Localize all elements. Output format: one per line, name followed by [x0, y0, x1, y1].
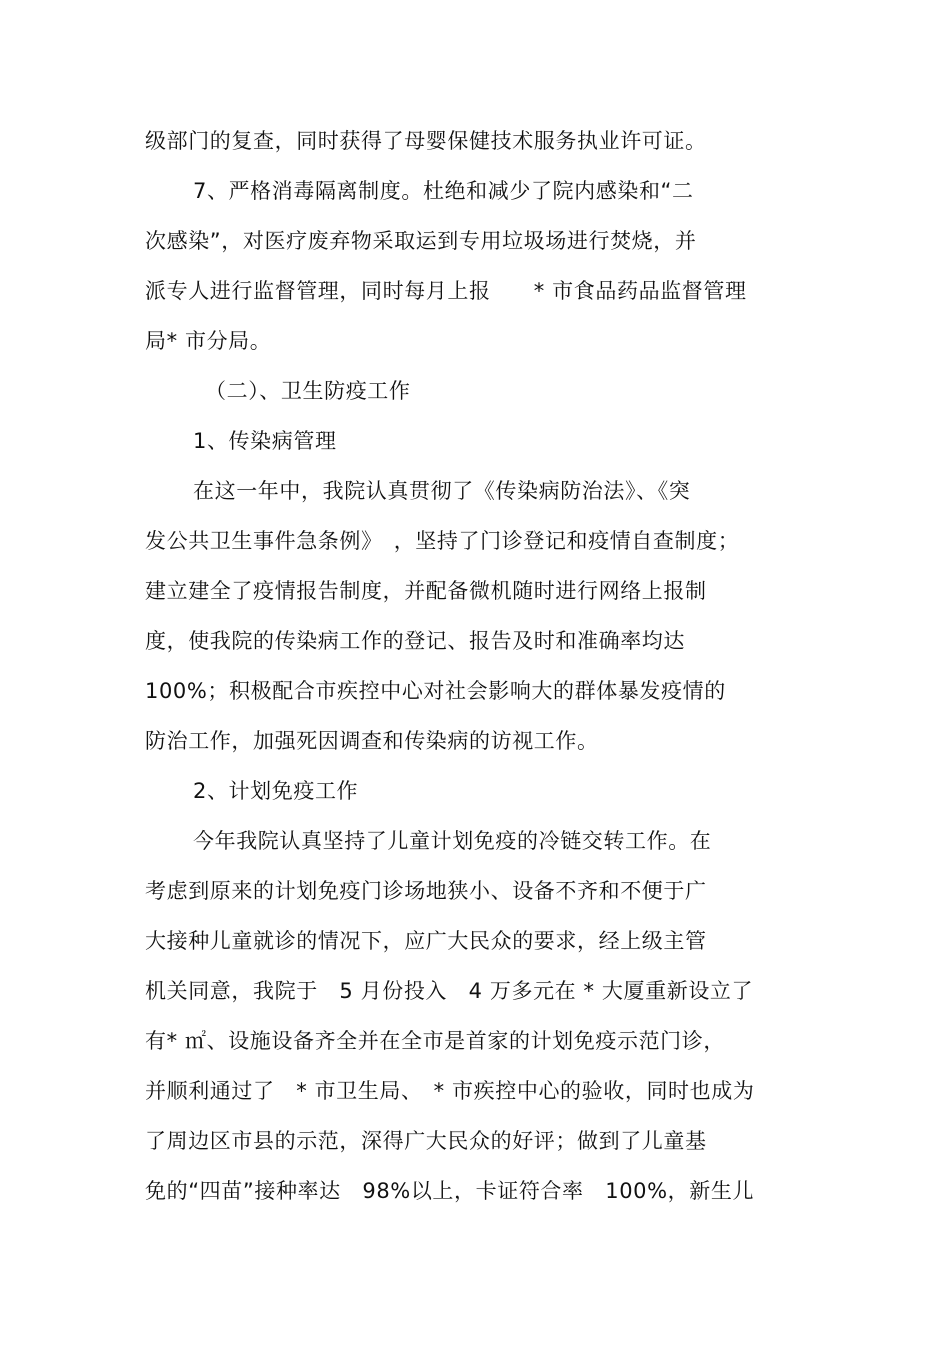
text-line: 发公共卫生事件急条例》 ，坚持了门诊登记和疫情自查制度； — [145, 529, 740, 553]
text-line: 大接种儿童就诊的情况下，应广大民众的要求，经上级主管 — [145, 929, 707, 953]
text-line: 考虑到原来的计划免疫门诊场地狭小、设备不齐和不便于广 — [145, 879, 707, 903]
text-line: 派专人进行监督管理，同时每月上报 * 市食品药品监督管理 — [145, 279, 747, 303]
text-line: 了周边区市县的示范，深得广大民众的好评；做到了儿童基 — [145, 1129, 707, 1153]
text-line: 度，使我院的传染病工作的登记、报告及时和准确率均达 — [145, 629, 685, 653]
text-line: 建立建全了疫情报告制度，并配备微机随时进行网络上报制 — [145, 579, 707, 603]
text-line: 并顺利通过了 * 市卫生局、 * 市疾控中心的验收，同时也成为 — [145, 1079, 755, 1103]
text-line: 级部门的复查，同时获得了母婴保健技术服务执业许可证。 — [145, 129, 707, 153]
section-heading: （二）、卫生防疫工作 — [205, 379, 411, 403]
text-line: 次感染”，对医疗废弃物采取运到专用垃圾场进行焚烧，并 — [145, 229, 697, 253]
text-line: 局* 市分局。 — [145, 329, 272, 353]
subsection-heading: 1、传染病管理 — [193, 429, 337, 453]
text-line: 有* ㎡、设施设备齐全并在全市是首家的计划免疫示范门诊， — [145, 1029, 725, 1053]
text-line: 防治工作，加强死因调查和传染病的访视工作。 — [145, 729, 599, 753]
text-line: 7、严格消毒隔离制度。杜绝和减少了院内感染和“二 — [193, 179, 694, 203]
text-line: 今年我院认真坚持了儿童计划免疫的冷链交转工作。在 — [193, 829, 712, 853]
text-line: 100%；积极配合市疾控中心对社会影响大的群体暴发疫情的 — [145, 679, 726, 703]
text-line: 在这一年中，我院认真贯彻了《传染病防治法》、《突 — [193, 479, 691, 503]
text-line: 机关同意，我院于 5 月份投入 4 万多元在 * 大厦重新设立了 — [145, 979, 754, 1003]
subsection-heading: 2、计划免疫工作 — [193, 779, 359, 803]
text-line: 免的“四苗”接种率达 98%以上，卡证符合率 100%，新生儿 — [145, 1179, 755, 1203]
